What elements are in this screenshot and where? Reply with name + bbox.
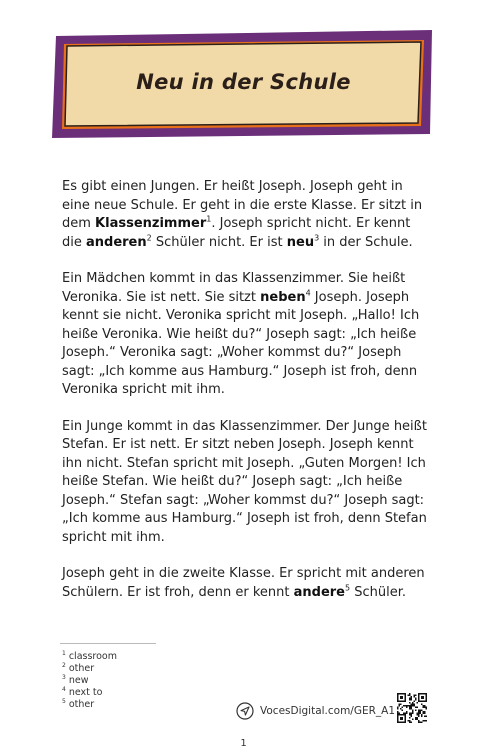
footnote-text: classroom <box>68 651 117 662</box>
footnote-text: new <box>68 675 89 686</box>
vocab-word: andere <box>293 584 346 600</box>
publisher-link[interactable] <box>236 702 395 720</box>
footnote-number: 2 <box>62 661 66 669</box>
qr-code-icon <box>397 693 427 723</box>
footnote-text: next to <box>68 687 103 698</box>
text-run: . Joseph spricht nicht. Er kennt die <box>62 216 411 250</box>
footnote-item <box>62 699 117 711</box>
footnote-number: 4 <box>62 685 66 693</box>
publisher-url: VocesDigital.com/GER_A1 <box>260 705 396 717</box>
page-number: 1 <box>240 738 247 749</box>
footnote-number: 1 <box>62 649 66 657</box>
footnote-marker: 2 <box>146 233 152 243</box>
text-run: Joseph. Joseph kennt sie nicht. Veronika spricht mit Joseph. „Hallo! Ich heiße Veronika. Wie heißt du?“ Joseph sagt: „Ich heiße Joseph.“ Veronika sagt: „Woher kommst du?“ Joseph sagt: „Ich komme aus Hamburg.“ Joseph ist froh, denn Veronika spricht mit ihm. <box>62 289 420 397</box>
vocab-word: neu <box>286 234 315 250</box>
footnote-item <box>62 675 117 687</box>
story-paragraph <box>62 270 434 400</box>
footnote-text: other <box>68 699 95 710</box>
footnote-marker: 5 <box>345 583 351 593</box>
footnote-divider <box>60 643 156 644</box>
text-run: Ein Mädchen kommt in das Klassenzimmer. Sie heißt Veronika. Sie ist nett. Sie sitzt <box>62 271 406 305</box>
text-run: Ein Junge kommt in das Klassenzimmer. Der Junge heißt Stefan. Er ist nett. Er sitzt neben Joseph. Joseph kennt ihn nicht. Stefan spricht mit Joseph. „Guten Morgen! Ich heiße Stefan. Wie heißt du?“ Joseph sagt: „Ich heiße Joseph.“ Stefan sagt: „Woher kommst du?“ Joseph sagt: „Ich komme aus Hamburg.“ Joseph ist froh, denn Stefan spricht mit ihm. <box>62 418 427 545</box>
footnote-marker: 4 <box>305 288 311 298</box>
story-paragraph <box>62 565 434 602</box>
footnote-text: other <box>68 663 95 674</box>
text-run: Schüler. <box>350 584 407 600</box>
text-run: Es gibt einen Jungen. Er heißt Joseph. Joseph geht in eine neue Schule. Er geht in die erste Klasse. Er sitzt in dem <box>62 179 423 231</box>
story-text <box>62 178 434 620</box>
footnote-number: 3 <box>62 673 66 681</box>
vocab-word: anderen <box>86 234 147 250</box>
text-run: Joseph geht in die zweite Klasse. Er spricht mit anderen Schülern. Er ist froh, denn er kennt <box>62 566 425 600</box>
title-banner <box>52 30 435 138</box>
footnote-number: 5 <box>62 697 66 705</box>
story-paragraph <box>62 178 434 252</box>
vocab-word: Klassenzimmer <box>95 216 207 231</box>
footnotes <box>62 651 117 711</box>
navigation-arrow-icon <box>236 702 254 720</box>
footnote-marker: 3 <box>314 233 320 243</box>
story-paragraph <box>62 418 434 548</box>
footnote-item <box>62 687 117 699</box>
footnote-item <box>62 651 117 663</box>
footnote-item <box>62 663 117 675</box>
footnote-marker: 1 <box>206 214 212 224</box>
page-title: Neu in der Schule <box>136 70 351 94</box>
text-run: Schüler nicht. Er ist <box>151 234 287 250</box>
vocab-word: neben <box>260 289 306 305</box>
text-run: in der Schule. <box>319 234 413 250</box>
